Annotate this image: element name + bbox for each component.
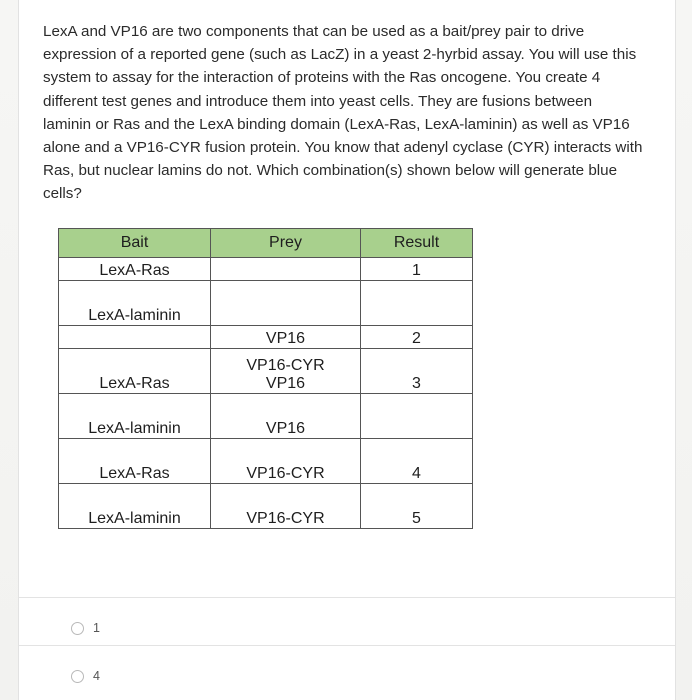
prey-cell: VP16-CYR <box>211 484 361 529</box>
prey-line: VP16-CYR <box>246 357 325 374</box>
prey-cell <box>211 258 361 281</box>
option-label: 1 <box>93 621 100 635</box>
table-header-row <box>59 229 473 258</box>
prey-cell <box>211 349 361 394</box>
option-label: 4 <box>93 669 100 683</box>
bait-cell: LexA-laminin <box>59 281 211 326</box>
bait-cell <box>59 394 211 439</box>
combination-table <box>58 228 473 529</box>
radio-button-icon[interactable] <box>71 622 84 635</box>
prey-cell: VP16-CYR <box>211 439 361 484</box>
divider <box>19 645 675 646</box>
result-cell <box>361 349 473 394</box>
divider <box>19 597 675 598</box>
question-text: LexA and VP16 are two components that can be used as a bait/prey pair to drive expression of a reported gene (such as LacZ) in a yeast 2-hyrbid assay. You will use this system to assay for the interaction of proteins with the Ras oncogene. You create 4 different test genes and introduce them into yeast cells. They are fusions between laminin or Ras and the LexA binding domain (LexA-Ras, LexA-laminin) as well as VP16 alone and a VP16-CYR fusion protein. You know that adenyl cyclase (CYR) interacts with Ras, but nuclear lamins do not. Which combination(s) shown below will generate blue cells? <box>43 23 643 203</box>
bait-cell <box>59 326 211 349</box>
table-row <box>59 394 473 439</box>
result-cell <box>361 281 473 326</box>
result-cell: 5 <box>361 484 473 529</box>
prey-cell <box>211 394 361 439</box>
table-row <box>59 484 473 529</box>
prey-line: VP16 <box>265 420 306 437</box>
result-line: 3 <box>412 375 421 392</box>
bait-cell: LexA-Ras <box>59 439 211 484</box>
bait-cell <box>59 349 211 394</box>
bait-line: LexA-laminin <box>88 420 181 437</box>
header-result: Result <box>361 229 473 258</box>
table-row <box>59 281 473 326</box>
table-row <box>59 326 473 349</box>
table-row <box>59 349 473 394</box>
table-row <box>59 258 473 281</box>
prey-stack <box>211 420 360 438</box>
result-stack <box>361 375 472 393</box>
result-cell: 1 <box>361 258 473 281</box>
table-row <box>59 439 473 484</box>
bait-cell: LexA-Ras <box>59 258 211 281</box>
prey-cell: VP16 <box>211 326 361 349</box>
header-prey: Prey <box>211 229 361 258</box>
radio-button-icon[interactable] <box>71 670 84 683</box>
bait-stack <box>59 375 210 393</box>
result-cell <box>361 394 473 439</box>
result-cell: 4 <box>361 439 473 484</box>
header-bait: Bait <box>59 229 211 258</box>
bait-cell: LexA-laminin <box>59 484 211 529</box>
prey-line: VP16 <box>265 375 306 392</box>
bait-line: LexA-Ras <box>99 375 170 392</box>
answer-option-4[interactable] <box>71 666 100 686</box>
prey-stack <box>211 357 360 393</box>
answer-option-1[interactable] <box>71 618 100 638</box>
prey-cell <box>211 281 361 326</box>
question-card <box>18 0 676 700</box>
bait-stack <box>59 420 210 438</box>
result-cell: 2 <box>361 326 473 349</box>
